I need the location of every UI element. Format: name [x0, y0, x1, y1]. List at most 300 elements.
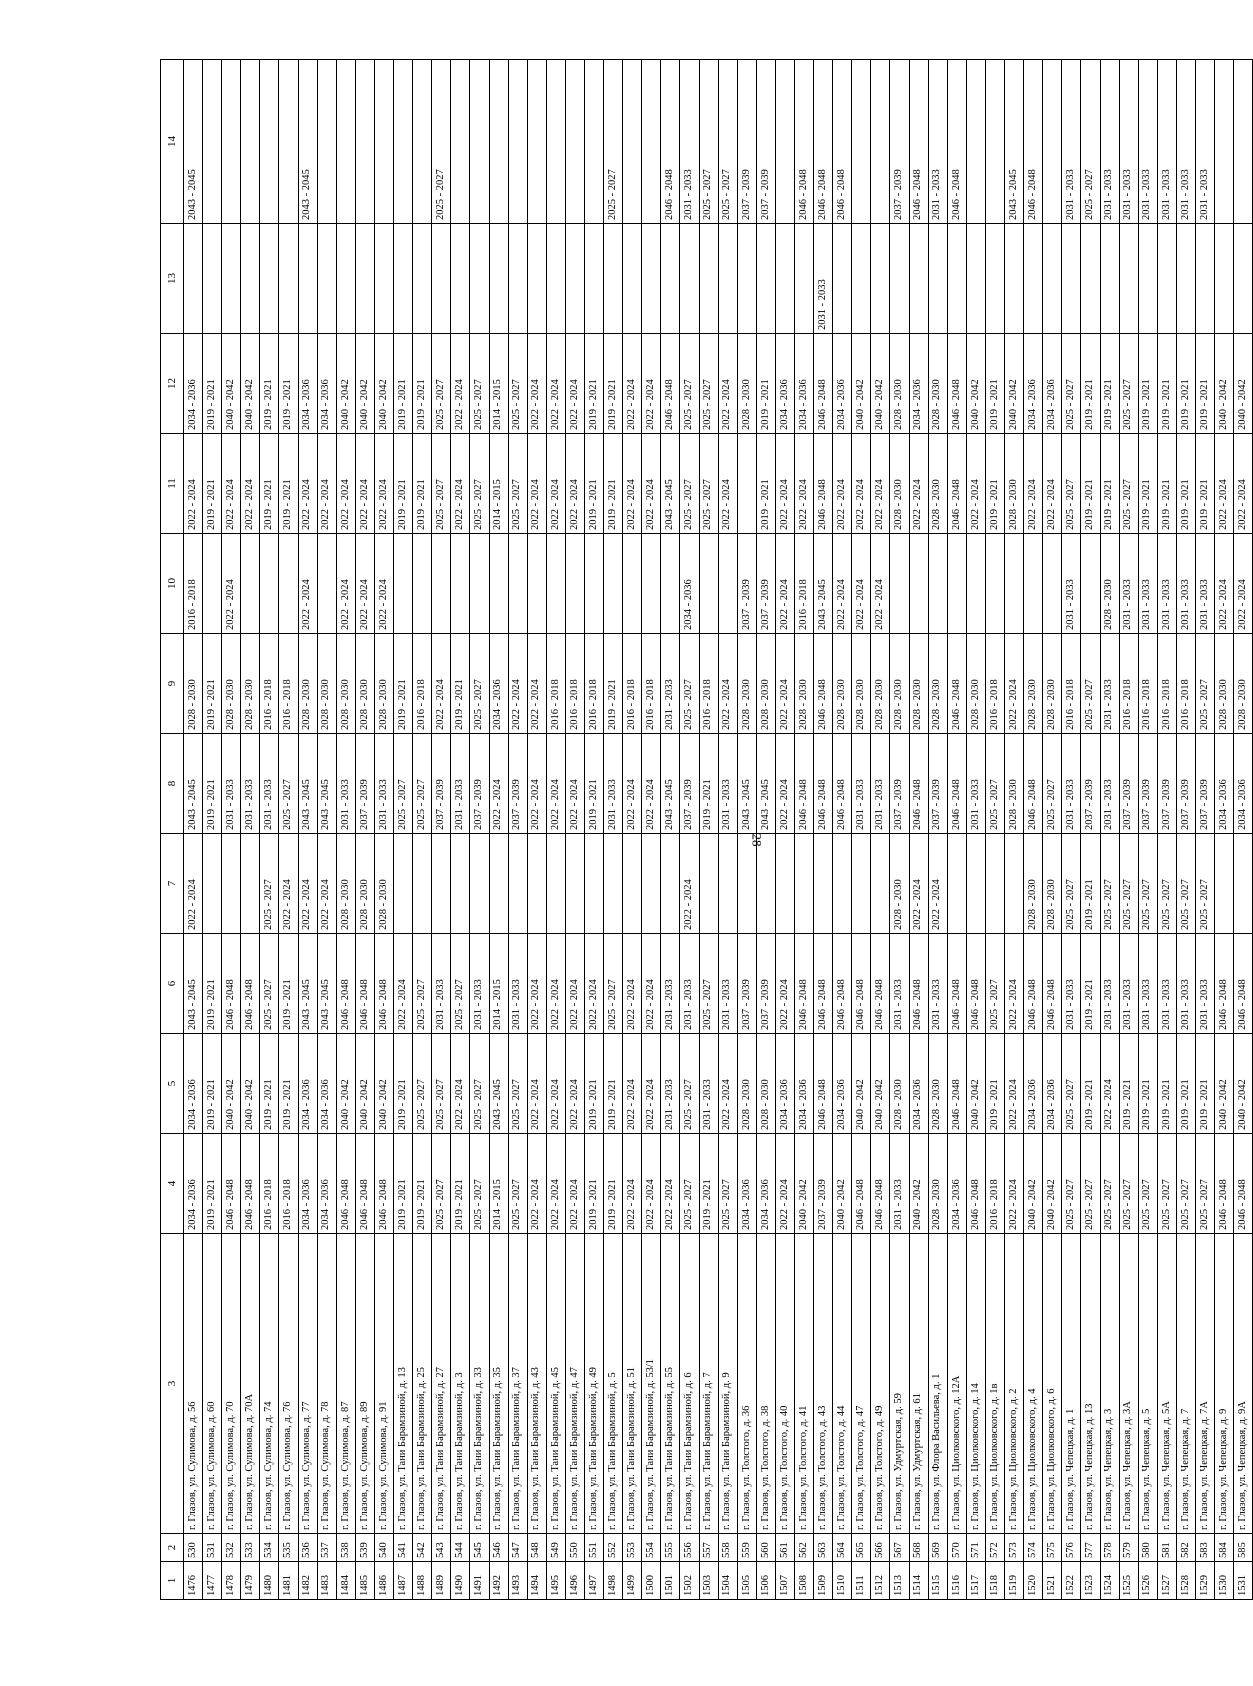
period-cell: [241, 224, 260, 334]
period-cell: 2046 - 2048: [355, 934, 374, 1034]
period-cell: 2037 - 2039: [470, 734, 489, 834]
index-cell: 561: [775, 1534, 794, 1562]
period-cell: 2025 - 2027: [699, 334, 718, 434]
address-cell: г. Глазов, ул. Чепецкая, д. 3А: [1119, 1234, 1138, 1534]
period-cell: 2028 - 2030: [871, 634, 890, 734]
index-cell: 564: [833, 1534, 852, 1562]
index-cell: 562: [795, 1534, 814, 1562]
address-cell: г. Глазов, ул. Толстого, д. 49: [871, 1234, 890, 1534]
period-cell: [451, 224, 470, 334]
period-cell: 2022 - 2024: [642, 934, 661, 1034]
period-cell: 2022 - 2024: [623, 934, 642, 1034]
period-cell: 2034 - 2036: [1215, 734, 1234, 834]
period-cell: 2031 - 2033: [852, 734, 871, 834]
table-row: [1043, 60, 1062, 1600]
table-row: [1195, 60, 1214, 1600]
table-row: [260, 60, 279, 1600]
address-cell: г. Глазов, ул. Тани Барамзиной, д. 5: [604, 1234, 623, 1534]
period-cell: 2043 - 2045: [661, 434, 680, 534]
address-cell: г. Глазов, ул. Сулимова, д. 56: [184, 1234, 203, 1534]
period-cell: 2019 - 2021: [1138, 434, 1157, 534]
table-header: [161, 60, 184, 1600]
column-header: 5: [161, 1034, 184, 1134]
period-cell: 2022 - 2024: [623, 334, 642, 434]
period-cell: 2028 - 2030: [1100, 534, 1119, 634]
period-cell: 2040 - 2042: [1043, 1134, 1062, 1234]
address-cell: г. Глазов, ул. Тани Барамзиной, д. 53/1: [642, 1234, 661, 1534]
period-cell: 2031 - 2033: [680, 934, 699, 1034]
period-cell: 2040 - 2042: [336, 334, 355, 434]
period-cell: 2040 - 2042: [909, 1134, 928, 1234]
period-cell: 2031 - 2033: [1195, 934, 1214, 1034]
period-cell: 2019 - 2021: [203, 434, 222, 534]
period-cell: 2014 - 2015: [489, 334, 508, 434]
period-cell: 2019 - 2021: [413, 334, 432, 434]
address-cell: г. Глазов, ул. Тани Барамзиной, д. 49: [584, 1234, 603, 1534]
period-cell: 2025 - 2027: [1119, 834, 1138, 934]
period-cell: 2031 - 2033: [470, 934, 489, 1034]
index-cell: 1516: [947, 1562, 966, 1600]
period-cell: 2025 - 2027: [432, 434, 451, 534]
period-cell: 2019 - 2021: [203, 934, 222, 1034]
index-cell: 1522: [1062, 1562, 1081, 1600]
period-cell: 2046 - 2048: [814, 1034, 833, 1134]
period-cell: 2025 - 2027: [508, 1034, 527, 1134]
address-cell: г. Глазов, ул. Тани Барамзиной, д. 55: [661, 1234, 680, 1534]
period-cell: 2019 - 2021: [1081, 334, 1100, 434]
index-cell: 547: [508, 1534, 527, 1562]
period-cell: 2022 - 2024: [718, 334, 737, 434]
period-cell: 2022 - 2024: [451, 434, 470, 534]
period-cell: 2025 - 2027: [1138, 1134, 1157, 1234]
period-cell: [756, 834, 775, 934]
period-cell: 2019 - 2021: [1176, 1034, 1195, 1134]
period-cell: 2022 - 2024: [546, 734, 565, 834]
index-cell: 1476: [184, 1562, 203, 1600]
period-cell: 2025 - 2027: [451, 934, 470, 1034]
index-cell: 579: [1119, 1534, 1138, 1562]
address-cell: г. Глазов, ул. Толстого, д. 44: [833, 1234, 852, 1534]
address-cell: г. Глазов, ул. Чепецкая, д. 7: [1176, 1234, 1195, 1534]
period-cell: 2025 - 2027: [680, 634, 699, 734]
period-cell: [642, 60, 661, 224]
index-cell: 548: [527, 1534, 546, 1562]
period-cell: 2022 - 2024: [565, 434, 584, 534]
address-cell: г. Глазов, ул. Флора Васильева, д. 1: [928, 1234, 947, 1534]
period-cell: 2019 - 2021: [260, 334, 279, 434]
index-cell: 1489: [432, 1562, 451, 1600]
period-cell: 2046 - 2048: [1234, 1134, 1253, 1234]
period-cell: [756, 224, 775, 334]
period-cell: 2031 - 2033: [680, 60, 699, 224]
period-cell: 2025 - 2027: [1176, 1134, 1195, 1234]
table-row: [1005, 60, 1024, 1600]
index-cell: 1526: [1138, 1562, 1157, 1600]
period-cell: 2031 - 2033: [1119, 934, 1138, 1034]
period-cell: [413, 224, 432, 334]
period-cell: 2022 - 2024: [565, 934, 584, 1034]
address-cell: г. Глазов, ул. Тани Барамзиной, д. 3: [451, 1234, 470, 1534]
period-cell: 2040 - 2042: [336, 1034, 355, 1134]
period-cell: 2022 - 2024: [546, 1134, 565, 1234]
period-cell: [1215, 224, 1234, 334]
period-cell: 2031 - 2033: [432, 934, 451, 1034]
period-cell: [355, 224, 374, 334]
period-cell: [527, 224, 546, 334]
period-cell: 2025 - 2027: [470, 334, 489, 434]
period-cell: 2022 - 2024: [298, 534, 317, 634]
address-cell: г. Глазов, ул. Сулимова, д. 70: [222, 1234, 241, 1534]
period-cell: 2025 - 2027: [260, 934, 279, 1034]
index-cell: 574: [1024, 1534, 1043, 1562]
period-cell: 2022 - 2024: [795, 434, 814, 534]
period-cell: 2028 - 2030: [1215, 634, 1234, 734]
period-cell: [909, 534, 928, 634]
period-cell: 2034 - 2036: [317, 1034, 336, 1134]
period-cell: 2022 - 2024: [527, 434, 546, 534]
table-row: [909, 60, 928, 1600]
period-cell: 2022 - 2024: [775, 434, 794, 534]
period-cell: 2022 - 2024: [718, 634, 737, 734]
address-cell: г. Глазов, ул. Сулимова, д. 91: [374, 1234, 393, 1534]
period-cell: 2025 - 2027: [470, 1034, 489, 1134]
period-cell: 2022 - 2024: [1100, 1034, 1119, 1134]
period-cell: 2028 - 2030: [1043, 834, 1062, 934]
period-cell: 2022 - 2024: [222, 434, 241, 534]
period-cell: [203, 60, 222, 224]
period-cell: 2046 - 2048: [1215, 934, 1234, 1034]
period-cell: 2022 - 2024: [1234, 534, 1253, 634]
index-cell: 1484: [336, 1562, 355, 1600]
period-cell: 2022 - 2024: [336, 434, 355, 534]
period-cell: 2019 - 2021: [584, 1134, 603, 1234]
period-cell: [871, 834, 890, 934]
period-cell: 2034 - 2036: [317, 1134, 336, 1234]
period-cell: [546, 534, 565, 634]
period-cell: 2025 - 2027: [1062, 834, 1081, 934]
period-cell: [394, 224, 413, 334]
index-cell: 1503: [699, 1562, 718, 1600]
period-cell: 2025 - 2027: [1081, 634, 1100, 734]
period-cell: 2040 - 2042: [241, 1034, 260, 1134]
period-cell: 2022 - 2024: [298, 834, 317, 934]
index-cell: 1529: [1195, 1562, 1214, 1600]
period-cell: 2031 - 2033: [241, 734, 260, 834]
period-cell: 2040 - 2042: [1234, 1034, 1253, 1134]
period-cell: 2019 - 2021: [203, 1134, 222, 1234]
address-cell: г. Глазов, ул. Циолковского, д. 1в: [985, 1234, 1004, 1534]
table-row: [1062, 60, 1081, 1600]
address-cell: г. Глазов, ул. Сулимова, д. 77: [298, 1234, 317, 1534]
index-cell: 534: [260, 1534, 279, 1562]
column-header: 11: [161, 434, 184, 534]
address-cell: г. Глазов, ул. Толстого, д. 36: [737, 1234, 756, 1534]
period-cell: 2022 - 2024: [1215, 534, 1234, 634]
index-cell: 542: [413, 1534, 432, 1562]
period-cell: [871, 60, 890, 224]
period-cell: 2022 - 2024: [642, 1034, 661, 1134]
period-cell: [1081, 224, 1100, 334]
period-cell: [623, 834, 642, 934]
period-cell: 2046 - 2048: [374, 1134, 393, 1234]
period-cell: 2028 - 2030: [890, 834, 909, 934]
index-cell: 1485: [355, 1562, 374, 1600]
period-cell: [317, 224, 336, 334]
period-cell: [1138, 224, 1157, 334]
address-cell: г. Глазов, ул. Тани Барамзиной, д. 7: [699, 1234, 718, 1534]
period-cell: [966, 834, 985, 934]
period-cell: 2019 - 2021: [584, 734, 603, 834]
period-cell: 2022 - 2024: [680, 834, 699, 934]
table-row: [489, 60, 508, 1600]
period-cell: 2019 - 2021: [1081, 434, 1100, 534]
period-cell: [1043, 224, 1062, 334]
period-cell: 2025 - 2027: [1081, 60, 1100, 224]
period-cell: 2022 - 2024: [718, 1034, 737, 1134]
period-cell: 2022 - 2024: [565, 1134, 584, 1234]
address-cell: г. Глазов, ул. Чепецкая, д. 3: [1100, 1234, 1119, 1534]
address-cell: г. Глазов, ул. Сулимова, д. 70А: [241, 1234, 260, 1534]
period-cell: [317, 60, 336, 224]
period-cell: [508, 534, 527, 634]
period-cell: 2022 - 2024: [1215, 434, 1234, 534]
period-cell: [890, 224, 909, 334]
period-cell: [451, 60, 470, 224]
address-cell: г. Глазов, ул. Тани Барамзиной, д. 27: [432, 1234, 451, 1534]
index-cell: 1481: [279, 1562, 298, 1600]
period-cell: 2019 - 2021: [1157, 334, 1176, 434]
index-cell: 551: [584, 1534, 603, 1562]
index-cell: 566: [871, 1534, 890, 1562]
period-cell: 2034 - 2036: [795, 334, 814, 434]
period-cell: 2016 - 2018: [1176, 634, 1195, 734]
period-cell: 2025 - 2027: [394, 734, 413, 834]
period-cell: [432, 224, 451, 334]
period-cell: [1005, 834, 1024, 934]
period-cell: [489, 534, 508, 634]
period-cell: 2022 - 2024: [775, 534, 794, 634]
period-cell: [985, 834, 1004, 934]
period-cell: [527, 60, 546, 224]
table-row: [1081, 60, 1100, 1600]
period-cell: 2046 - 2048: [833, 934, 852, 1034]
period-cell: 2019 - 2021: [584, 334, 603, 434]
period-cell: 2025 - 2027: [699, 60, 718, 224]
period-cell: 2025 - 2027: [1100, 834, 1119, 934]
address-cell: г. Глазов, ул. Циолковского, д. 2: [1005, 1234, 1024, 1534]
period-cell: 2019 - 2021: [1195, 334, 1214, 434]
period-cell: [317, 534, 336, 634]
period-cell: 2031 - 2033: [1157, 60, 1176, 224]
period-cell: 2028 - 2030: [1005, 734, 1024, 834]
period-cell: 2022 - 2024: [871, 534, 890, 634]
period-cell: 2022 - 2024: [775, 1134, 794, 1234]
table-row: [546, 60, 565, 1600]
period-cell: [565, 834, 584, 934]
period-cell: [298, 224, 317, 334]
period-cell: 2022 - 2024: [852, 534, 871, 634]
period-cell: 2031 - 2033: [1062, 934, 1081, 1034]
period-cell: 2037 - 2039: [890, 60, 909, 224]
period-cell: [1043, 60, 1062, 224]
period-cell: [394, 834, 413, 934]
column-header: 2: [161, 1534, 184, 1562]
period-cell: [642, 834, 661, 934]
period-cell: 2037 - 2039: [756, 60, 775, 224]
period-cell: 2016 - 2018: [565, 634, 584, 734]
period-cell: [508, 834, 527, 934]
period-cell: 2031 - 2033: [451, 734, 470, 834]
period-cell: 2028 - 2030: [928, 1134, 947, 1234]
index-cell: 536: [298, 1534, 317, 1562]
index-cell: 1496: [565, 1562, 584, 1600]
column-header: 7: [161, 834, 184, 934]
period-cell: 2046 - 2048: [947, 434, 966, 534]
period-cell: 2037 - 2039: [814, 1134, 833, 1234]
column-header: 10: [161, 534, 184, 634]
address-cell: г. Глазов, ул. Чепецкая, д. 5А: [1157, 1234, 1176, 1534]
period-cell: [222, 834, 241, 934]
period-cell: 2019 - 2021: [203, 334, 222, 434]
period-cell: 2031 - 2033: [718, 934, 737, 1034]
period-cell: 2031 - 2033: [1176, 534, 1195, 634]
period-cell: 2046 - 2048: [833, 60, 852, 224]
period-cell: 2031 - 2033: [1157, 534, 1176, 634]
index-cell: 575: [1043, 1534, 1062, 1562]
period-cell: 2031 - 2033: [1176, 934, 1195, 1034]
index-cell: 1511: [852, 1562, 871, 1600]
period-cell: 2028 - 2030: [336, 834, 355, 934]
period-cell: [966, 60, 985, 224]
index-cell: 541: [394, 1534, 413, 1562]
period-cell: 2046 - 2048: [355, 1134, 374, 1234]
table-row: [1215, 60, 1234, 1600]
index-cell: 1477: [203, 1562, 222, 1600]
period-cell: 2028 - 2030: [222, 634, 241, 734]
column-header: 4: [161, 1134, 184, 1234]
address-cell: г. Глазов, ул. Сулимова, д. 74: [260, 1234, 279, 1534]
period-cell: 2028 - 2030: [737, 634, 756, 734]
period-cell: 2014 - 2015: [489, 934, 508, 1034]
period-cell: 2025 - 2027: [432, 60, 451, 224]
period-cell: 2019 - 2021: [604, 1134, 623, 1234]
address-cell: г. Глазов, ул. Тани Барамзиной, д. 43: [527, 1234, 546, 1534]
period-cell: [928, 534, 947, 634]
period-cell: 2031 - 2033: [1119, 534, 1138, 634]
period-cell: [374, 60, 393, 224]
column-header: 13: [161, 224, 184, 334]
table-row: [661, 60, 680, 1600]
period-cell: 2022 - 2024: [527, 734, 546, 834]
period-cell: 2016 - 2018: [1138, 634, 1157, 734]
index-cell: 537: [317, 1534, 336, 1562]
period-cell: 2022 - 2024: [355, 434, 374, 534]
index-cell: 557: [699, 1534, 718, 1562]
period-cell: 2022 - 2024: [661, 1134, 680, 1234]
period-cell: 2022 - 2024: [966, 434, 985, 534]
period-cell: [470, 224, 489, 334]
index-cell: 1490: [451, 1562, 470, 1600]
period-cell: [661, 534, 680, 634]
period-cell: 2019 - 2021: [1176, 434, 1195, 534]
address-cell: г. Глазов, ул. Тани Барамзиной, д. 13: [394, 1234, 413, 1534]
period-cell: 2046 - 2048: [1024, 60, 1043, 224]
period-cell: [241, 834, 260, 934]
period-cell: [203, 534, 222, 634]
period-cell: 2031 - 2033: [1138, 60, 1157, 224]
period-cell: 2025 - 2027: [718, 1134, 737, 1234]
period-cell: 2046 - 2048: [947, 634, 966, 734]
index-cell: 532: [222, 1534, 241, 1562]
address-cell: г. Глазов, ул. Тани Барамзиной, д. 35: [489, 1234, 508, 1534]
period-cell: 2043 - 2045: [317, 934, 336, 1034]
index-cell: 1531: [1234, 1562, 1253, 1600]
table-row: [871, 60, 890, 1600]
period-cell: 2025 - 2027: [604, 934, 623, 1034]
period-cell: 2040 - 2042: [222, 1034, 241, 1134]
period-cell: 2019 - 2021: [260, 1034, 279, 1134]
period-cell: [623, 534, 642, 634]
period-cell: 2025 - 2027: [680, 1034, 699, 1134]
period-cell: [336, 224, 355, 334]
index-cell: 556: [680, 1534, 699, 1562]
period-cell: 2019 - 2021: [699, 734, 718, 834]
period-cell: 2014 - 2015: [489, 434, 508, 534]
period-cell: 2040 - 2042: [222, 334, 241, 434]
index-cell: 552: [604, 1534, 623, 1562]
period-cell: 2043 - 2045: [184, 60, 203, 224]
period-cell: [470, 60, 489, 224]
period-cell: [852, 834, 871, 934]
period-cell: [699, 224, 718, 334]
period-cell: 2028 - 2030: [756, 634, 775, 734]
index-cell: 1528: [1176, 1562, 1195, 1600]
period-cell: 2022 - 2024: [527, 1034, 546, 1134]
period-cell: 2022 - 2024: [1005, 934, 1024, 1034]
period-cell: 2022 - 2024: [184, 434, 203, 534]
table-row: [336, 60, 355, 1600]
period-cell: 2022 - 2024: [775, 934, 794, 1034]
period-cell: [1215, 60, 1234, 224]
period-cell: [852, 224, 871, 334]
index-cell: 540: [374, 1534, 393, 1562]
index-cell: 1524: [1100, 1562, 1119, 1600]
period-cell: [718, 224, 737, 334]
period-cell: 2031 - 2033: [928, 934, 947, 1034]
index-cell: 560: [756, 1534, 775, 1562]
period-cell: 2037 - 2039: [1195, 734, 1214, 834]
period-cell: 2025 - 2027: [260, 834, 279, 934]
period-cell: 2046 - 2048: [814, 334, 833, 434]
period-cell: 2022 - 2024: [374, 434, 393, 534]
address-cell: г. Глазов, ул. Толстого, д. 43: [814, 1234, 833, 1534]
period-cell: 2025 - 2027: [680, 434, 699, 534]
period-cell: 2022 - 2024: [909, 434, 928, 534]
index-cell: 539: [355, 1534, 374, 1562]
period-cell: 2046 - 2048: [795, 934, 814, 1034]
table-row: [1024, 60, 1043, 1600]
period-cell: 2034 - 2036: [1234, 734, 1253, 834]
index-cell: 1523: [1081, 1562, 1100, 1600]
period-cell: [394, 534, 413, 634]
period-cell: [279, 534, 298, 634]
period-cell: 2028 - 2030: [1024, 834, 1043, 934]
table-row: [1100, 60, 1119, 1600]
period-cell: 2022 - 2024: [451, 1034, 470, 1134]
table-row: [775, 60, 794, 1600]
period-cell: 2016 - 2018: [260, 1134, 279, 1234]
period-cell: [584, 60, 603, 224]
